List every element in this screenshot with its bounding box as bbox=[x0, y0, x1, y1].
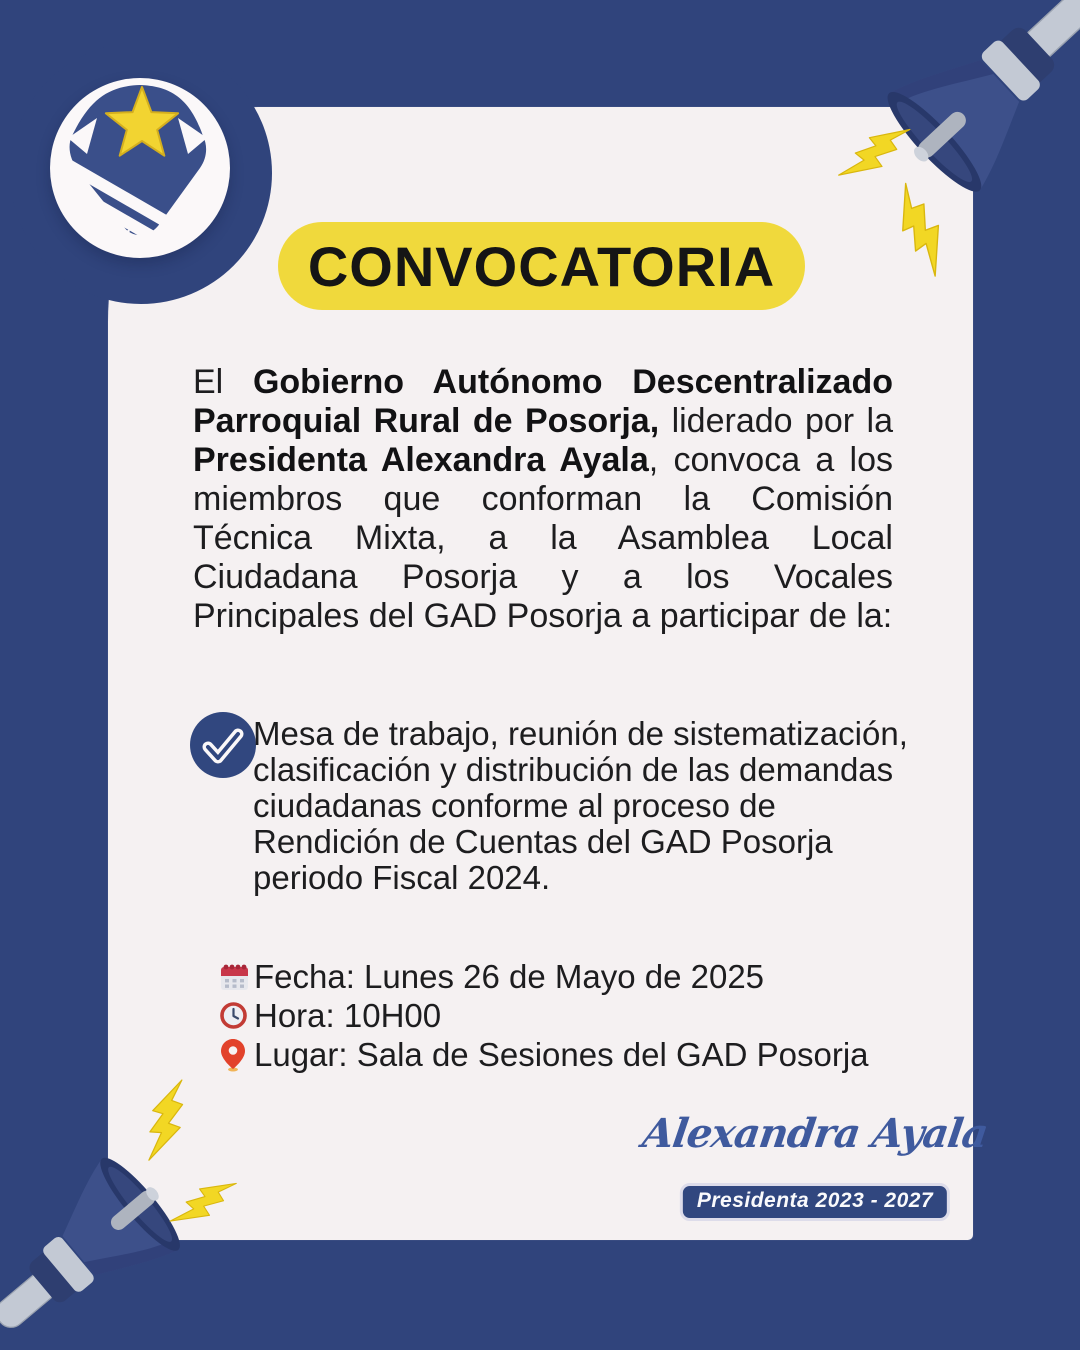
detail-date-text: Fecha: Lunes 26 de Mayo de 2025 bbox=[254, 957, 765, 995]
signature-role-badge bbox=[680, 1183, 950, 1221]
signature-role-text: Presidenta 2023 - 2027 bbox=[696, 1189, 934, 1212]
calendar-icon bbox=[220, 962, 254, 992]
check-icon bbox=[190, 712, 256, 778]
event-details bbox=[220, 957, 869, 1073]
gad-posorja-logo bbox=[50, 78, 230, 258]
detail-time-text: Hora: 10H00 bbox=[254, 996, 442, 1034]
intro-paragraph: El Gobierno Autónomo Descentralizado Parroquial Rural de Posorja, liderado por la Presidenta Alexandra Ayala, convoca a los miembros que conforman la Comisión Técnica Mixta, a la Asamblea Local Ciudadana Posorja y a los Vocales Principales del GAD Posorja a participar de la: bbox=[193, 363, 894, 635]
logo-emblem bbox=[50, 78, 230, 258]
detail-row-place bbox=[220, 1035, 869, 1073]
clock-icon bbox=[220, 1002, 254, 1029]
detail-row-date bbox=[220, 957, 869, 995]
detail-place-text: Lugar: Sala de Sesiones del GAD Posorja bbox=[254, 1035, 869, 1073]
location-pin-icon bbox=[220, 1038, 254, 1072]
page-title: CONVOCATORIA bbox=[307, 234, 776, 298]
agenda-text: Mesa de trabajo, reunión de sistematización, clasificación y distribución de las demandas ciudadanas conforme al proceso de Rendición de Cuentas del GAD Posorja periodo Fiscal 2024. bbox=[253, 715, 908, 896]
signature-name: Alexandra Ayala bbox=[639, 1110, 991, 1157]
title-banner bbox=[278, 222, 805, 310]
detail-row-time bbox=[220, 996, 869, 1034]
